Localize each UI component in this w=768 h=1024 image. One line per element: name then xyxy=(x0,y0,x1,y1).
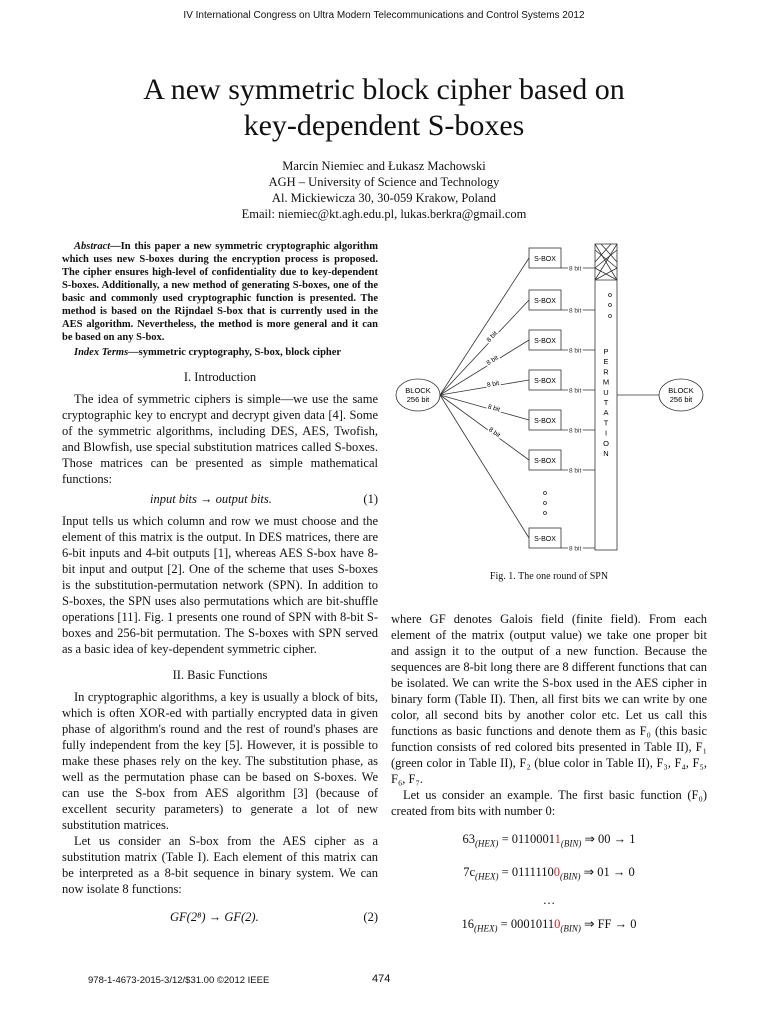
bit-label: 8 bit xyxy=(569,467,582,475)
example-3-hex: 16 xyxy=(461,917,474,931)
example-2-bit0: 0 xyxy=(553,864,561,879)
equation-2 xyxy=(62,909,378,925)
left-column xyxy=(62,240,378,931)
address: Al. Mickiewicza 30, 30-059 Krakow, Poland xyxy=(271,191,497,205)
paragraph: where GF denotes Galois field (finite field). From each element of the matrix (output value) we take one proper bit and assign it to the output of a new function. Because the sequences are 8-bit long there are 8 different functions that can be isolated. We can write the S-box used in the AES cipher in binary form (Table II). Then, all first bits we can write by one color, all second bits by another color etc. Let us call this functions as basic functions and denote them as F₀ (this basic function consists of red colored bits presented in Table II), F₁ (green color in Table II), F₂ (blue color in Table II), F₃, F₄, F₅, F₆, F₇. xyxy=(391,612,707,786)
sbox xyxy=(440,370,595,395)
permutation-letter: I xyxy=(604,428,608,438)
example-2-sub2: (BIN) xyxy=(560,871,581,881)
index-terms xyxy=(62,346,378,359)
sbox xyxy=(440,395,595,475)
equation-1-number: (1) xyxy=(363,492,378,506)
permutation-letter: U xyxy=(603,387,609,397)
example-2: $7c_{(HEX)} = 01111100_{(BIN)}$ ⇒ 01 → 0 xyxy=(463,864,635,881)
example-2-hex: 7c xyxy=(463,864,476,879)
sbox-label: S-BOX xyxy=(534,536,556,543)
sbox-label: S-BOX xyxy=(534,298,556,305)
sbox xyxy=(440,290,595,395)
figure-caption: Fig. 1. The one round of SPN xyxy=(489,571,609,582)
sbox-label: S-BOX xyxy=(534,378,556,385)
bit-label: 8 bit xyxy=(487,426,502,440)
paragraph: Let us consider an S-box from the AES cipher as a substitution matrix (Table I). Each element of this matrix can be interpreted as a 8-bit sequence in binary system. We can now isolate 8 functions: xyxy=(62,834,378,896)
example-2-bits: 0111110 xyxy=(511,864,554,879)
index-terms-label: Index Terms xyxy=(74,347,129,358)
abstract xyxy=(62,240,378,344)
bit-label: 8 bit xyxy=(569,387,582,395)
section-1-title: I. Introduction xyxy=(183,370,257,384)
block-right-label: BLOCK xyxy=(668,386,694,395)
title-line-1: A new symmetric block cipher based on xyxy=(143,73,625,106)
example-1: $63_{(HEX)} = 01100011_{(BIN)}$ ⇒ 00 → 1 xyxy=(462,832,636,849)
affiliation: AGH – University of Science and Technology xyxy=(268,175,500,189)
title-line-2: key-dependent S-boxes xyxy=(243,109,525,142)
example-3: $16_{(HEX)} = 00010110_{(BIN)}$ ⇒ FF → 0 xyxy=(461,917,637,934)
block-right-bits: 256 bit xyxy=(669,395,693,404)
email: Email: niemiec@kt.agh.edu.pl, lukas.berkra@gmail.com xyxy=(241,207,527,221)
authors: Marcin Niemiec and Łukasz Machowski xyxy=(282,159,486,173)
example-dots: … xyxy=(542,893,556,907)
bit-label: 8 bit xyxy=(569,545,582,553)
footer-copyright: 978-1-4673-2015-3/12/$31.00 ©2012 IEEE xyxy=(88,975,270,986)
bit-label: 8 bit xyxy=(486,380,500,389)
sbox-label: S-BOX xyxy=(534,338,556,345)
permutation-letter: T xyxy=(603,398,609,407)
permutation-letter: R xyxy=(603,367,609,377)
example-2-result: ⇒ 01 → 0 xyxy=(583,864,635,879)
permutation-letter: E xyxy=(603,357,609,367)
equation-1-body: input bits → output bits. xyxy=(150,492,272,506)
permutation-letter: N xyxy=(603,449,609,458)
example-3-sub: (HEX) xyxy=(474,923,498,934)
permutation-letter: O xyxy=(603,438,609,448)
paper-title xyxy=(60,72,708,144)
bit-label: 8 bit xyxy=(485,354,500,367)
example-1-sub: (HEX) xyxy=(474,838,499,849)
equation-1 xyxy=(62,491,378,507)
bit-label: 8 bit xyxy=(485,330,500,344)
permutation-letter: P xyxy=(603,347,609,356)
example-3-bit0: 0 xyxy=(554,917,561,931)
example-1-hex: 63 xyxy=(462,832,475,846)
block-left-label: BLOCK xyxy=(405,386,431,395)
sbox-label: S-BOX xyxy=(534,458,556,465)
sbox xyxy=(440,248,595,395)
example-2-sub: (HEX) xyxy=(475,871,499,881)
permutation-letter: A xyxy=(603,408,609,418)
ellipsis-dots xyxy=(544,294,612,515)
permutation-letter: T xyxy=(603,418,609,428)
example-1-sub2: (BIN) xyxy=(560,838,582,849)
abstract-label: Abstract xyxy=(74,241,111,252)
example-1-bit0: 1 xyxy=(554,832,561,846)
example-1-result: ⇒ 00 → 1 xyxy=(584,832,636,846)
paragraph: Let us consider an example. The first basic function (F₀) created from bits with number 0: xyxy=(391,788,707,818)
equation-2-number: (2) xyxy=(363,910,378,924)
spn-figure xyxy=(391,238,711,563)
abstract-text: —In this paper a new symmetric cryptographic algorithm which uses new S-boxes during the encryption process is proposed. The cipher ensures high-level of confidentiality due to key-dependent S-boxes. Additionally, a new method of generating S-boxes, one of the basic and commonly used cryptographic function is presented. The method is based on the Rijndael S-box that is currently used in the AES algorithm. Nevertheless, the method is more general and it can be based on any S-box. xyxy=(62,241,378,343)
section-2-title: II. Basic Functions xyxy=(172,668,268,682)
right-column xyxy=(391,611,707,937)
block-left-bits: 256 bit xyxy=(406,395,430,404)
index-terms-text: —symmetric cryptography, S-box, block cipher xyxy=(128,347,342,358)
bit-label: 8 bit xyxy=(569,427,582,435)
equation-2-body: GF(2⁸) → GF(2). xyxy=(170,910,259,924)
sbox xyxy=(440,395,595,435)
paragraph: Input tells us which column and row we must choose and the element of this matrix is the output. In DES matrices, there are 6-bit inputs and 4-bit outputs [1], whereas AES S-box have 8-bit input and output [2]. One of the scheme that uses S-boxes is the substitution-permutation network (SPN). In addition to S-boxes, the SPN uses also permutations which are bit-shuffle operations [11]. Fig. 1 presents one round of SPN with 8-bit S-boxes and 256-bit permutation. The S-boxes with SPN served as a basic idea of key-dependent symmetric cipher. xyxy=(62,514,378,656)
paragraph: The idea of symmetric ciphers is simple—we use the same cryptographic key to encrypt and decrypt given data [4]. Some of the symmetric algorithms, including DES, AES, Twofish, and Blowfish, use special substitution matrices called S-boxes. Those matrices can be presented as simple mathematical functions: xyxy=(62,392,378,486)
author-block xyxy=(100,158,668,222)
permutation-letter: M xyxy=(602,377,610,387)
sbox xyxy=(440,330,595,395)
sbox-label: S-BOX xyxy=(534,418,556,425)
conference-header: IV International Congress on Ultra Modern Telecommunications and Control Systems 2012 xyxy=(183,10,585,21)
page-number: 474 xyxy=(372,973,391,985)
bit-label: 8 bit xyxy=(486,403,501,414)
bit-label: 8 bit xyxy=(569,265,582,273)
sbox-label: S-BOX xyxy=(534,256,556,263)
bit-label: 8 bit xyxy=(569,307,582,315)
example-3-sub2: (BIN) xyxy=(560,923,581,934)
example-3-bits: 0001011 xyxy=(510,917,555,931)
paragraph: In cryptographic algorithms, a key is usually a block of bits, which is often XOR-ed with partially encrypted data in given phase of algorithm's round and the rest of round's phases are fully independent from the key [5]. However, it is possible to make these phases rely on the key. The substitution phase, as well as the permutation phase can be based on S-boxes. We can use the S-box from AES algorithm [3] (because of excellent security parameters) to generate a lot of new substitution matrices. xyxy=(62,690,378,832)
example-3-result: ⇒ FF → 0 xyxy=(583,917,637,931)
bit-label: 8 bit xyxy=(569,347,582,355)
example-1-bits: 0110001 xyxy=(511,832,555,846)
